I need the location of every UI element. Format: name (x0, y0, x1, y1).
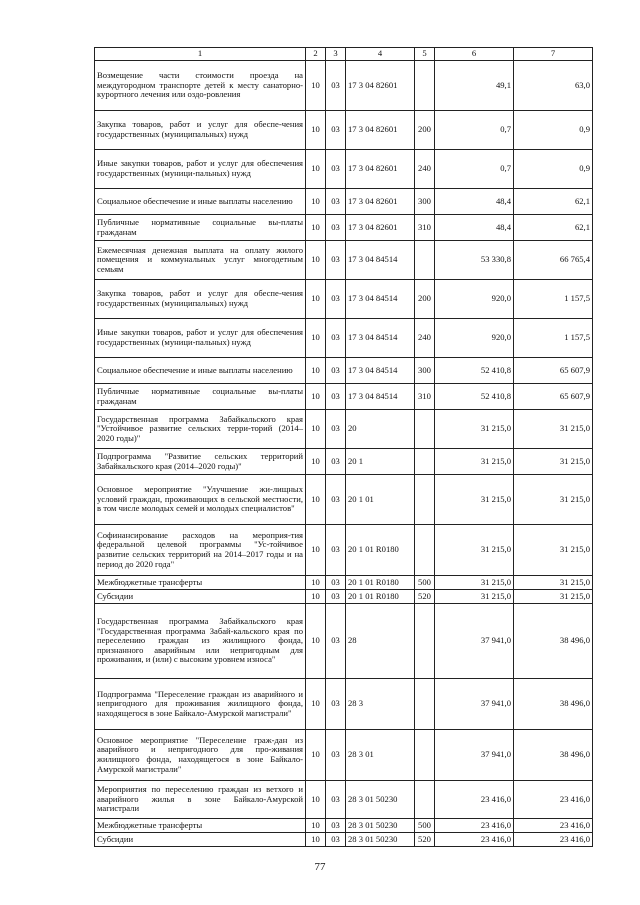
target-article-code: 17 3 04 82601 (346, 111, 415, 150)
header-cell: 1 (95, 48, 306, 61)
amount-year-1: 48,4 (435, 189, 514, 215)
section-code: 10 (306, 61, 326, 111)
target-article-code: 17 3 04 82601 (346, 61, 415, 111)
amount-year-1: 52 410,8 (435, 358, 514, 384)
subsection-code: 03 (326, 384, 346, 410)
subsection-code: 03 (326, 833, 346, 847)
subsection-code: 03 (326, 730, 346, 781)
amount-year-1: 23 416,0 (435, 833, 514, 847)
section-code: 10 (306, 819, 326, 833)
expense-type-code: 310 (415, 384, 435, 410)
amount-year-1: 31 215,0 (435, 525, 514, 576)
table-row (95, 679, 593, 730)
amount-year-2: 66 765,4 (514, 241, 593, 280)
amount-year-1: 48,4 (435, 215, 514, 241)
amount-year-1: 920,0 (435, 280, 514, 319)
amount-year-1: 37 941,0 (435, 679, 514, 730)
expense-type-code (415, 525, 435, 576)
row-name: Субсидии (95, 590, 306, 604)
expense-type-code: 240 (415, 150, 435, 189)
header-cell: 5 (415, 48, 435, 61)
table-row (95, 730, 593, 781)
subsection-code: 03 (326, 525, 346, 576)
amount-year-2: 1 157,5 (514, 319, 593, 358)
amount-year-1: 920,0 (435, 319, 514, 358)
subsection-code: 03 (326, 604, 346, 679)
target-article-code: 17 3 04 84514 (346, 319, 415, 358)
amount-year-1: 37 941,0 (435, 604, 514, 679)
table-row (95, 319, 593, 358)
header-cell: 2 (306, 48, 326, 61)
header-cell: 6 (435, 48, 514, 61)
table-row (95, 384, 593, 410)
subsection-code: 03 (326, 111, 346, 150)
table-row (95, 358, 593, 384)
section-code: 10 (306, 384, 326, 410)
amount-year-2: 31 215,0 (514, 475, 593, 525)
amount-year-1: 31 215,0 (435, 449, 514, 475)
section-code: 10 (306, 576, 326, 590)
row-name: Подпрограмма "Развитие сельских территорий Забайкальского края (2014–2020 годы)" (95, 449, 306, 475)
table-body (95, 61, 593, 847)
expense-type-code: 520 (415, 833, 435, 847)
section-code: 10 (306, 604, 326, 679)
target-article-code: 17 3 04 82601 (346, 189, 415, 215)
amount-year-1: 31 215,0 (435, 410, 514, 449)
amount-year-2: 65 607,9 (514, 358, 593, 384)
target-article-code: 28 3 01 50230 (346, 819, 415, 833)
amount-year-2: 31 215,0 (514, 576, 593, 590)
amount-year-2: 0,9 (514, 150, 593, 189)
amount-year-2: 38 496,0 (514, 604, 593, 679)
expense-type-code: 300 (415, 189, 435, 215)
row-name: Закупка товаров, работ и услуг для обеспе-чения государственных (муниципальных) нужд (95, 111, 306, 150)
table-row (95, 215, 593, 241)
subsection-code: 03 (326, 781, 346, 819)
section-code: 10 (306, 241, 326, 280)
subsection-code: 03 (326, 475, 346, 525)
subsection-code: 03 (326, 819, 346, 833)
table-row (95, 590, 593, 604)
row-name: Межбюджетные трансферты (95, 576, 306, 590)
row-name: Иные закупки товаров, работ и услуг для обеспечения государственных (муници-пальных) нужд (95, 319, 306, 358)
amount-year-2: 31 215,0 (514, 525, 593, 576)
amount-year-1: 31 215,0 (435, 590, 514, 604)
target-article-code: 20 1 01 (346, 475, 415, 525)
target-article-code: 28 (346, 604, 415, 679)
row-name: Публичные нормативные социальные вы-платы гражданам (95, 215, 306, 241)
subsection-code: 03 (326, 189, 346, 215)
section-code: 10 (306, 280, 326, 319)
row-name: Подпрограмма "Переселение граждан из аварийного и непригодного для проживания жилищного фонда, находящегося в зоне Байкало-Амурской магистрали" (95, 679, 306, 730)
target-article-code: 17 3 04 84514 (346, 241, 415, 280)
table-row (95, 241, 593, 280)
section-code: 10 (306, 730, 326, 781)
target-article-code: 17 3 04 82601 (346, 150, 415, 189)
row-name: Социальное обеспечение и иные выплаты населению (95, 189, 306, 215)
amount-year-1: 31 215,0 (435, 576, 514, 590)
target-article-code: 20 1 01 R0180 (346, 576, 415, 590)
amount-year-1: 23 416,0 (435, 819, 514, 833)
section-code: 10 (306, 679, 326, 730)
amount-year-2: 23 416,0 (514, 781, 593, 819)
target-article-code: 28 3 01 50230 (346, 781, 415, 819)
subsection-code: 03 (326, 61, 346, 111)
table-row (95, 61, 593, 111)
row-name: Основное мероприятие "Улучшение жи-лищных условий граждан, проживающих в сельской местности, в том числе молодых семей и молодых специалистов" (95, 475, 306, 525)
section-code: 10 (306, 833, 326, 847)
amount-year-2: 62,1 (514, 189, 593, 215)
table-row (95, 576, 593, 590)
subsection-code: 03 (326, 215, 346, 241)
target-article-code: 20 1 01 R0180 (346, 525, 415, 576)
section-code: 10 (306, 781, 326, 819)
amount-year-2: 1 157,5 (514, 280, 593, 319)
expense-type-code (415, 61, 435, 111)
subsection-code: 03 (326, 576, 346, 590)
amount-year-1: 23 416,0 (435, 781, 514, 819)
subsection-code: 03 (326, 280, 346, 319)
budget-table (94, 47, 593, 847)
target-article-code: 20 1 (346, 449, 415, 475)
table-row (95, 525, 593, 576)
table-row (95, 150, 593, 189)
table-row (95, 781, 593, 819)
row-name: Основное мероприятие "Переселение граж-дан из аварийного и непригодного для про-живания жилищного фонда, находящегося в зоне Байкало-Амурской магистрали" (95, 730, 306, 781)
expense-type-code: 300 (415, 358, 435, 384)
amount-year-2: 38 496,0 (514, 679, 593, 730)
table-row (95, 280, 593, 319)
section-code: 10 (306, 449, 326, 475)
section-code: 10 (306, 189, 326, 215)
section-code: 10 (306, 410, 326, 449)
subsection-code: 03 (326, 449, 346, 475)
row-name: Субсидии (95, 833, 306, 847)
row-name: Публичные нормативные социальные вы-платы гражданам (95, 384, 306, 410)
expense-type-code (415, 475, 435, 525)
subsection-code: 03 (326, 241, 346, 280)
header-row (95, 48, 593, 61)
table-row (95, 449, 593, 475)
subsection-code: 03 (326, 319, 346, 358)
header-cell: 4 (346, 48, 415, 61)
expense-type-code: 310 (415, 215, 435, 241)
section-code: 10 (306, 358, 326, 384)
amount-year-2: 62,1 (514, 215, 593, 241)
target-article-code: 20 1 01 R0180 (346, 590, 415, 604)
target-article-code: 20 (346, 410, 415, 449)
amount-year-1: 31 215,0 (435, 475, 514, 525)
row-name: Возмещение части стоимости проезда на междугородном транспорте детей к месту санаторно-курортного лечения или оздо-ровления (95, 61, 306, 111)
section-code: 10 (306, 111, 326, 150)
section-code: 10 (306, 215, 326, 241)
subsection-code: 03 (326, 150, 346, 189)
header-cell: 3 (326, 48, 346, 61)
amount-year-1: 0,7 (435, 111, 514, 150)
expense-type-code: 200 (415, 111, 435, 150)
row-name: Межбюджетные трансферты (95, 819, 306, 833)
subsection-code: 03 (326, 679, 346, 730)
section-code: 10 (306, 475, 326, 525)
section-code: 10 (306, 525, 326, 576)
row-name: Мероприятия по переселению граждан из ветхого и аварийного жилья в зоне Байкало-Амурской магистрали (95, 781, 306, 819)
row-name: Государственная программа Забайкальского края "Государственная программа Забай-кальского края по переселению граждан из жилищного фонда, признанного аварийным или непригодным для проживания, и (или) с высоким уровнем износа" (95, 604, 306, 679)
expense-type-code (415, 781, 435, 819)
target-article-code: 17 3 04 84514 (346, 384, 415, 410)
amount-year-2: 31 215,0 (514, 410, 593, 449)
subsection-code: 03 (326, 590, 346, 604)
expense-type-code (415, 241, 435, 280)
expense-type-code: 500 (415, 576, 435, 590)
subsection-code: 03 (326, 358, 346, 384)
target-article-code: 28 3 (346, 679, 415, 730)
page-number: 77 (314, 861, 326, 873)
table-row (95, 475, 593, 525)
row-name: Софинансирование расходов на мероприя-тия федеральной целевой программы "Ус-тойчивое развитие сельских территорий на 2014–2017 годы и на период до 2020 года" (95, 525, 306, 576)
expense-type-code: 200 (415, 280, 435, 319)
row-name: Иные закупки товаров, работ и услуг для обеспечения государственных (муници-пальных) нужд (95, 150, 306, 189)
amount-year-2: 63,0 (514, 61, 593, 111)
table-row (95, 819, 593, 833)
expense-type-code (415, 679, 435, 730)
amount-year-1: 52 410,8 (435, 384, 514, 410)
table-row (95, 604, 593, 679)
table-row (95, 410, 593, 449)
row-name: Закупка товаров, работ и услуг для обеспе-чения государственных (муниципальных) нужд (95, 280, 306, 319)
amount-year-2: 38 496,0 (514, 730, 593, 781)
table-row (95, 833, 593, 847)
row-name: Ежемесячная денежная выплата на оплату жилого помещения и коммунальных услуг многодетным семьям (95, 241, 306, 280)
target-article-code: 17 3 04 84514 (346, 358, 415, 384)
expense-type-code (415, 410, 435, 449)
target-article-code: 28 3 01 50230 (346, 833, 415, 847)
expense-type-code (415, 604, 435, 679)
header-cell: 7 (514, 48, 593, 61)
target-article-code: 17 3 04 84514 (346, 280, 415, 319)
row-name: Государственная программа Забайкальского края "Устойчивое развитие сельских терри-торий (2014–2020 годы)" (95, 410, 306, 449)
amount-year-2: 23 416,0 (514, 833, 593, 847)
expense-type-code: 240 (415, 319, 435, 358)
amount-year-2: 31 215,0 (514, 590, 593, 604)
row-name: Социальное обеспечение и иные выплаты населению (95, 358, 306, 384)
section-code: 10 (306, 590, 326, 604)
target-article-code: 17 3 04 82601 (346, 215, 415, 241)
amount-year-1: 53 330,8 (435, 241, 514, 280)
amount-year-2: 0,9 (514, 111, 593, 150)
amount-year-1: 0,7 (435, 150, 514, 189)
subsection-code: 03 (326, 410, 346, 449)
section-code: 10 (306, 319, 326, 358)
amount-year-2: 23 416,0 (514, 819, 593, 833)
expense-type-code (415, 730, 435, 781)
section-code: 10 (306, 150, 326, 189)
table-row (95, 189, 593, 215)
amount-year-2: 31 215,0 (514, 449, 593, 475)
amount-year-2: 65 607,9 (514, 384, 593, 410)
target-article-code: 28 3 01 (346, 730, 415, 781)
amount-year-1: 49,1 (435, 61, 514, 111)
expense-type-code: 520 (415, 590, 435, 604)
expense-type-code (415, 449, 435, 475)
table-row (95, 111, 593, 150)
amount-year-1: 37 941,0 (435, 730, 514, 781)
expense-type-code: 500 (415, 819, 435, 833)
